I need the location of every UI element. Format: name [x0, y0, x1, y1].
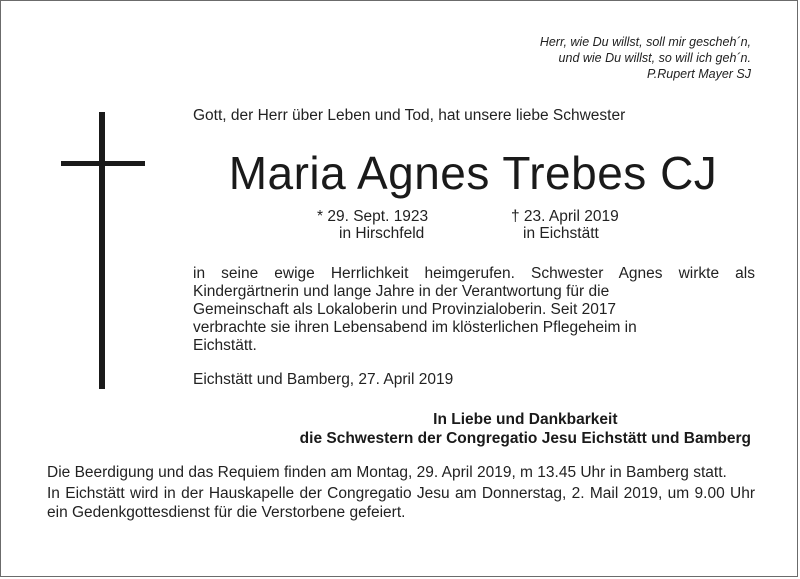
quote-line-2: und wie Du willst, so will ich geh´n.: [558, 51, 751, 65]
cross-icon: [99, 112, 105, 389]
intro-text: Gott, der Herr über Leben und Tod, hat unsere liebe Schwester: [193, 107, 626, 124]
deceased-name: Maria Agnes Trebes CJ: [228, 147, 718, 199]
bio-line: Eichstätt.: [193, 337, 257, 354]
death-place: in Eichstätt: [523, 225, 599, 242]
bio-line: Gemeinschaft als Lokaloberin und Provinzialoberin. Seit 2017: [193, 301, 617, 318]
bio-line: in seine ewige Herrlichkeit heimgerufen. Schwester Agnes wirkte als: [193, 265, 755, 282]
epigraph-quote: [540, 34, 751, 82]
birth-date: * 29. Sept. 1923: [317, 208, 429, 225]
cross-icon-bar: [61, 161, 145, 166]
signature-block: [300, 410, 751, 448]
funeral-paragraph: Die Beerdigung und das Requiem finden am Montag, 29. April 2019, m 13.45 Uhr in Bamberg statt.: [47, 464, 727, 481]
memorial-service-paragraph: In Eichstätt wird in der Hauskapelle der Congregatio Jesu am Donnerstag, 2. Mail 2019, um 9.00 Uhr ein Gedenkgottesdienst für die Verstorbene gefeiert.: [47, 485, 755, 521]
quote-author: P.Rupert Mayer SJ: [647, 67, 751, 81]
birth-info: [317, 208, 428, 242]
signature-line-2: die Schwestern der Congregatio Jesu Eichstätt und Bamberg: [299, 430, 751, 447]
biography: [193, 265, 755, 355]
bio-line: verbrachte sie ihren Lebensabend im klösterlichen Pflegeheim in: [193, 319, 637, 336]
signature-line-1: In Liebe und Dankbarkeit: [433, 411, 618, 428]
death-info: [511, 208, 619, 242]
place-and-date: Eichstätt und Bamberg, 27. April 2019: [193, 371, 454, 388]
birth-place: in Hirschfeld: [339, 225, 425, 242]
service-info: [47, 463, 755, 522]
quote-line-1: Herr, wie Du willst, soll mir gescheh´n,: [539, 35, 751, 49]
death-date: † 23. April 2019: [511, 208, 619, 225]
bio-line: Kindergärtnerin und lange Jahre in der Verantwortung für die: [193, 283, 610, 300]
